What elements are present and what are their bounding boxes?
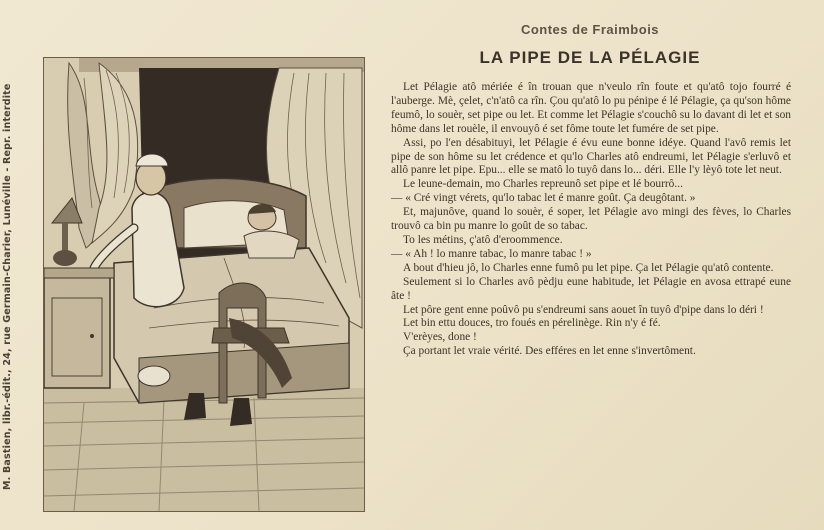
paragraph: Let bin ettu douces, tro foués en pérelinège. Rin n'y é fé. <box>403 317 661 330</box>
paragraph: Seulement si lo Charles avô pèdju eune habitude, let Pélagie en avosa ettrapé eune âte ! <box>391 275 791 302</box>
paragraph: Let Pélagie atô mériée é în trouan que n'veulo rîn foute et qu'atô tojo fourré é l'auberge. Mè, çelet, c'n'atô ca rîn. Çou qu'atô lo pu pénipe é lé Pélagie, ça qu'son hôme feumô, lo souèr, set pipe ou let. Et comme let Pélagie s'couchô su lo davant di let et son hôme dans let rouèle, il envouyô é set fôme toute let fumére de set pipe. <box>391 81 791 135</box>
paragraph: Et, majunôve, quand lo souèr, é soper, let Pélagie avo mingi des fèves, lo Charles trouvô ca bin pu manre lo goût de so tabac. <box>391 206 791 233</box>
paragraph: Assi, po l'en désabituyi, let Pélagie é évu eune bonne idéye. Quand l'avô remis let pipe de son hôme su let crédence et qu'lo Charles atô endreumi, let Pélagie s'erluvô et allô panre let pipe. Epu... elle se matô lo tuyô dans lo... déri. Elle l'y lèyô tote let neut. <box>391 136 791 177</box>
series-title: Contes de Fraimbois <box>520 22 660 37</box>
bedroom-scene-drawing <box>44 58 364 511</box>
paragraph: Let pôre gent enne poûvô pu s'endreumi sans aouet în tuyô d'pipe dans lo déri ! <box>403 303 764 316</box>
paragraph: Le leune-demain, mo Charles repreunô set pipe et lé bourrô... <box>403 178 683 191</box>
publisher-imprint: M. Bastien, libr.-édit., 24, rue Germain-Charier, Lunéville - Repr. interdite <box>2 83 13 490</box>
paragraph: V'erèyes, done ! <box>403 331 477 344</box>
illustration <box>43 57 365 512</box>
story-title: LA PIPE DE LA PÉLAGIE <box>479 48 701 67</box>
paragraph: — « Cré vingt vérets, qu'lo tabac let é manre goût. Ça deugôtant. » <box>391 192 696 205</box>
story-text <box>391 81 791 359</box>
paragraph: A bout d'hieu jô, lo Charles enne fumô pu let pipe. Ça let Pélagie qu'atô contente. <box>403 261 774 274</box>
paragraph: Ça portant let vraie vérité. Des efféres en let enne s'invertôment. <box>403 345 696 358</box>
paragraph: To les métins, ç'atô d'eroommence. <box>403 233 563 246</box>
paragraph: — « Ah ! lo manre tabac, lo manre tabac ! » <box>391 247 592 260</box>
